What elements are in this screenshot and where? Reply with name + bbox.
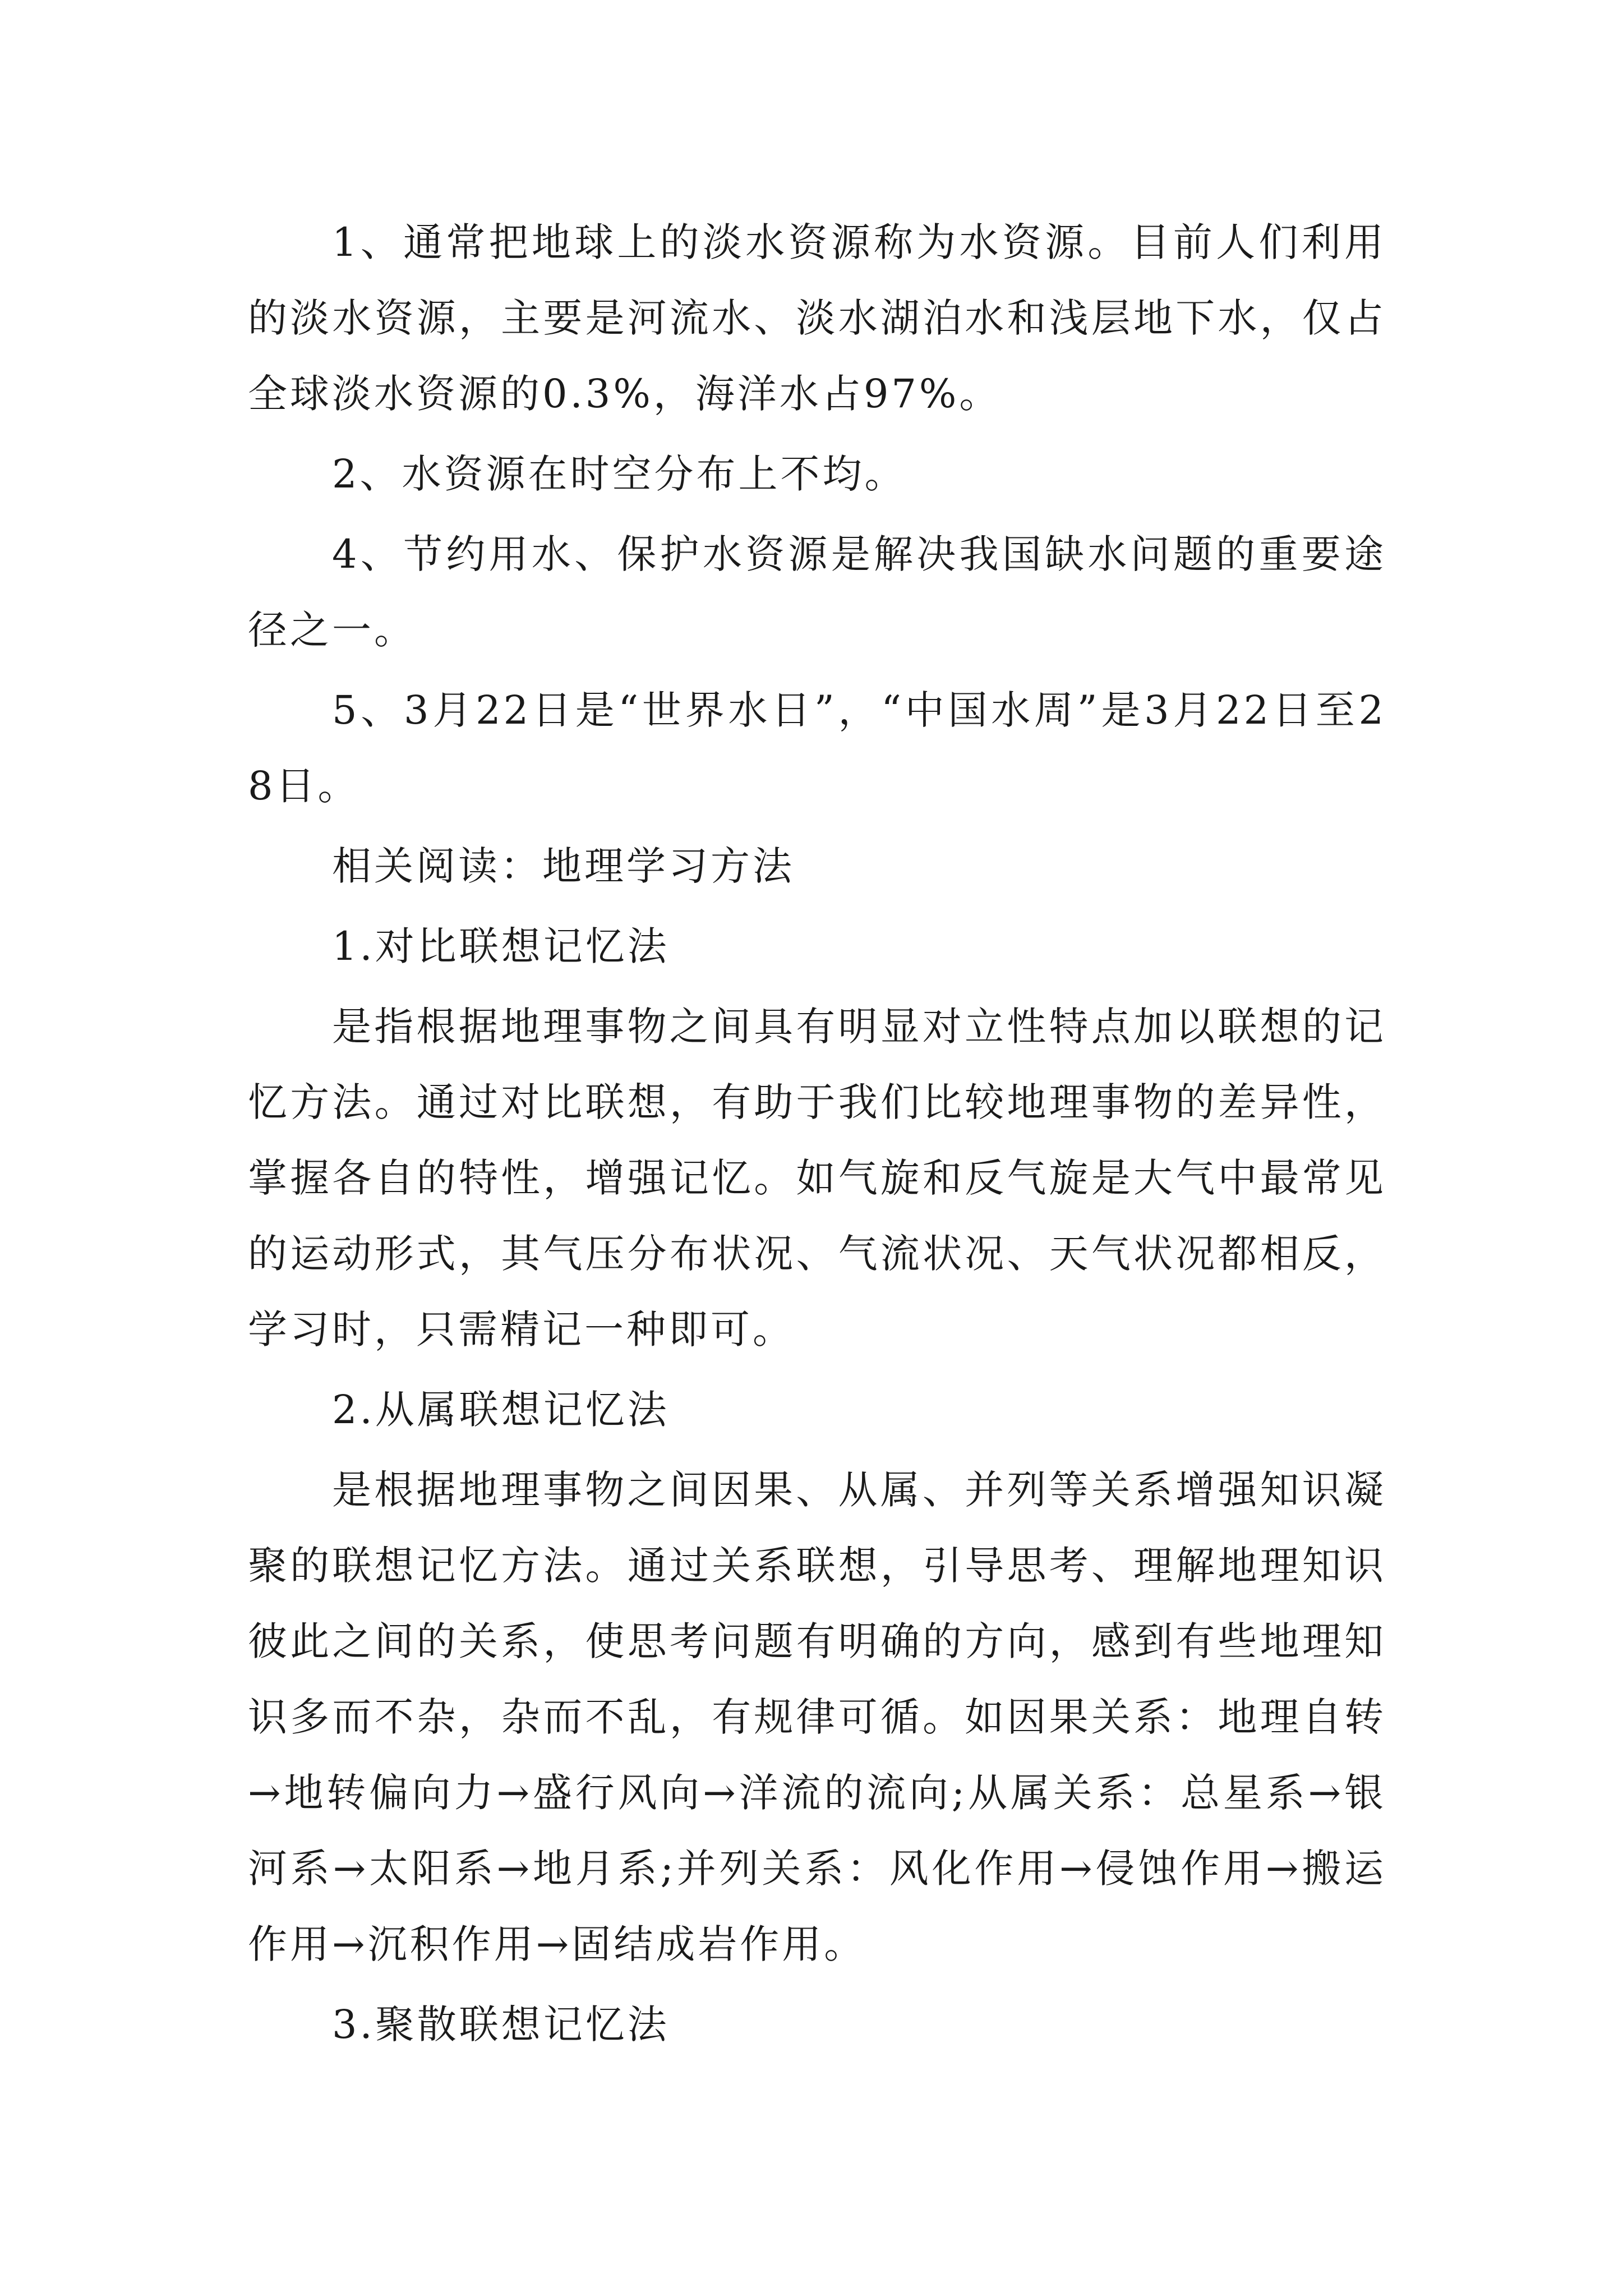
paragraph-save-water: 4、节约用水、保护水资源是解决我国缺水问题的重要途径之一。: [248, 531, 1386, 653]
paragraph-subordinate-association: 是根据地理事物之间因果、从属、并列等关系增强知识凝聚的联想记忆方法。通过关系联想，引导思考、理解地理知识彼此之间的关系，使思考问题有明确的方向，感到有些地理知识多而不杂，杂而不乱，有规律可循。如因果关系：地理自转→地转偏向力→盛行风向→洋流的流向;从属关系：总星系→银河系→太阳系→地月系;并列关系：风化作用→侵蚀作用→搬运作用→沉积作用→固结成岩作用。: [248, 1467, 1386, 1967]
heading-aggregate-association: 3.聚散联想记忆法: [332, 2001, 670, 2047]
paragraph-uneven-distribution: 2、水资源在时空分布上不均。: [332, 451, 907, 497]
heading-subordinate-association: 2.从属联想记忆法: [332, 1387, 670, 1433]
document-body: [248, 205, 1386, 2063]
paragraph-contrast-association: 是指根据地理事物之间具有明显对立性特点加以联想的记忆方法。通过对比联想，有助于我们比较地理事物的差异性，掌握各自的特性，增强记忆。如气旋和反气旋是大气中最常见的运动形式，其气压分布状况、气流状况、天气状况都相反，学习时，只需精记一种即可。: [248, 1004, 1386, 1352]
paragraph-related-reading: 相关阅读：地理学习方法: [332, 843, 795, 889]
paragraph-water-resources-definition: 1、通常把地球上的淡水资源称为水资源。目前人们利用的淡水资源，主要是河流水、淡水湖泊水和浅层地下水，仅占全球淡水资源的0.3%，海洋水占97%。: [248, 219, 1386, 417]
paragraph-world-water-day: 5、3月22日是“世界水日”，“中国水周”是3月22日至28日。: [248, 687, 1386, 809]
heading-contrast-association: 1.对比联想记忆法: [332, 923, 670, 969]
